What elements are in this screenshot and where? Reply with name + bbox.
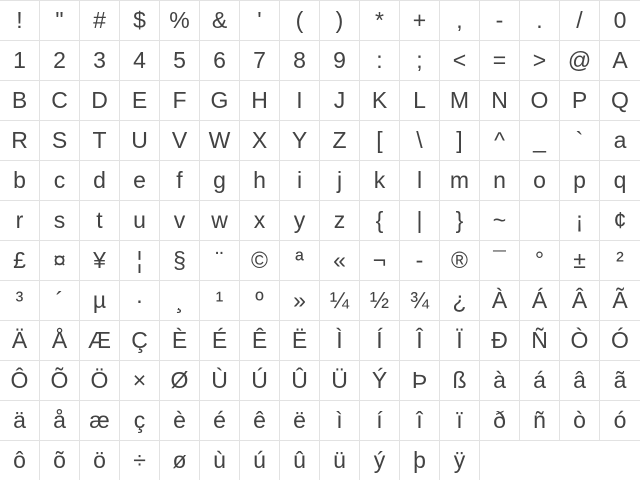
glyph-cell[interactable]: Ï [440, 321, 480, 361]
glyph-cell[interactable]: 2 [40, 41, 80, 81]
glyph-cell[interactable]: ^ [480, 121, 520, 161]
glyph-cell[interactable]: Þ [400, 361, 440, 401]
glyph-cell[interactable]: C [40, 81, 80, 121]
glyph-cell[interactable]: ¯ [480, 241, 520, 281]
glyph-cell[interactable]: ] [440, 121, 480, 161]
glyph-cell[interactable]: / [560, 1, 600, 41]
glyph-cell[interactable]: Æ [80, 321, 120, 361]
glyph-cell[interactable]: Ë [280, 321, 320, 361]
glyph-cell[interactable]: á [520, 361, 560, 401]
glyph-row [0, 361, 640, 401]
glyph-cell[interactable]: é [200, 401, 240, 441]
glyph-cell[interactable]: { [360, 201, 400, 241]
glyph-cell[interactable]: Z [320, 121, 360, 161]
glyph-cell[interactable]: ¾ [400, 281, 440, 321]
glyph-cell[interactable]: ÷ [120, 441, 160, 480]
glyph-cell[interactable]: j [320, 161, 360, 201]
glyph-cell[interactable]: â [560, 361, 600, 401]
glyph-cell[interactable]: v [160, 201, 200, 241]
glyph-cell[interactable]: · [120, 281, 160, 321]
glyph-cell[interactable]: 7 [240, 41, 280, 81]
glyph-cell[interactable]: S [40, 121, 80, 161]
glyph-cell[interactable]: T [80, 121, 120, 161]
glyph-cell[interactable]: ¦ [120, 241, 160, 281]
glyph-cell[interactable]: ø [160, 441, 200, 480]
glyph-cell[interactable]: Ê [240, 321, 280, 361]
glyph-cell[interactable]: \ [400, 121, 440, 161]
glyph-cell[interactable]: À [480, 281, 520, 321]
glyph-cell[interactable]: & [200, 1, 240, 41]
glyph-cell[interactable]: 4 [120, 41, 160, 81]
glyph-cell[interactable]: h [240, 161, 280, 201]
glyph-cell[interactable]: m [440, 161, 480, 201]
glyph-row [0, 81, 640, 121]
glyph-cell[interactable]: G [200, 81, 240, 121]
glyph-cell[interactable]: Á [520, 281, 560, 321]
glyph-cell[interactable]: ô [0, 441, 40, 480]
glyph-cell[interactable]: D [80, 81, 120, 121]
glyph-cell[interactable]: Å [40, 321, 80, 361]
glyph-cell[interactable]: Û [280, 361, 320, 401]
glyph-cell[interactable]: è [160, 401, 200, 441]
glyph-cell[interactable]: l [400, 161, 440, 201]
glyph-cell[interactable]: ® [440, 241, 480, 281]
glyph-cell[interactable]: B [0, 81, 40, 121]
glyph-cell[interactable]: Ú [240, 361, 280, 401]
glyph-cell[interactable]: ) [320, 1, 360, 41]
glyph-cell[interactable]: Â [560, 281, 600, 321]
glyph-cell[interactable]: Q [600, 81, 640, 121]
glyph-cell[interactable]: ð [480, 401, 520, 441]
glyph-cell[interactable]: ¿ [440, 281, 480, 321]
glyph-cell[interactable]: ' [240, 1, 280, 41]
glyph-cell[interactable]: ½ [360, 281, 400, 321]
glyph-row [0, 41, 640, 81]
glyph-cell[interactable]: + [400, 1, 440, 41]
glyph-cell[interactable]: µ [80, 281, 120, 321]
glyph-cell[interactable]: ê [240, 401, 280, 441]
glyph-cell[interactable]: ç [120, 401, 160, 441]
glyph-cell[interactable]: ¥ [80, 241, 120, 281]
glyph-cell[interactable]: « [320, 241, 360, 281]
glyph-cell[interactable]: É [200, 321, 240, 361]
glyph-cell[interactable]: w [200, 201, 240, 241]
glyph-row [0, 441, 640, 480]
glyph-cell[interactable]: Ç [120, 321, 160, 361]
glyph-cell[interactable]: x [240, 201, 280, 241]
glyph-cell[interactable]: £ [0, 241, 40, 281]
glyph-cell[interactable]: - [480, 1, 520, 41]
glyph-cell[interactable]: Ø [160, 361, 200, 401]
glyph-cell[interactable]: n [480, 161, 520, 201]
glyph-cell[interactable]: ¤ [40, 241, 80, 281]
glyph-cell[interactable]: ï [440, 401, 480, 441]
glyph-cell[interactable]: ò [560, 401, 600, 441]
glyph-cell[interactable]: @ [560, 41, 600, 81]
glyph-cell[interactable]: ¢ [600, 201, 640, 241]
glyph-cell[interactable]: ` [560, 121, 600, 161]
glyph-cell[interactable]: Ô [0, 361, 40, 401]
glyph-cell[interactable]: ù [200, 441, 240, 480]
glyph-cell[interactable]: k [360, 161, 400, 201]
glyph-row [0, 401, 640, 441]
glyph-cell[interactable]: e [120, 161, 160, 201]
glyph-cell[interactable]: i [280, 161, 320, 201]
glyph-cell[interactable]: Ü [320, 361, 360, 401]
glyph-cell[interactable]: ¡ [560, 201, 600, 241]
glyph-cell[interactable]: ~ [480, 201, 520, 241]
glyph-cell[interactable]: o [520, 161, 560, 201]
glyph-cell[interactable]: ( [280, 1, 320, 41]
glyph-cell[interactable]: ý [360, 441, 400, 480]
glyph-cell[interactable]: 1 [0, 41, 40, 81]
glyph-cell[interactable]: ã [600, 361, 640, 401]
glyph-cell[interactable]: © [240, 241, 280, 281]
glyph-cell[interactable]: " [40, 1, 80, 41]
glyph-cell[interactable]: t [80, 201, 120, 241]
glyph-cell[interactable]: Ð [480, 321, 520, 361]
glyph-cell[interactable]: å [40, 401, 80, 441]
glyph-cell[interactable]: í [360, 401, 400, 441]
glyph-cell[interactable]: V [160, 121, 200, 161]
glyph-cell[interactable] [520, 201, 560, 241]
glyph-cell[interactable]: Y [280, 121, 320, 161]
glyph-cell[interactable]: Î [400, 321, 440, 361]
glyph-cell[interactable]: ² [600, 241, 640, 281]
glyph-cell[interactable]: § [160, 241, 200, 281]
glyph-cell[interactable]: þ [400, 441, 440, 480]
glyph-cell[interactable]: ñ [520, 401, 560, 441]
glyph-cell[interactable]: à [480, 361, 520, 401]
glyph-cell[interactable]: J [320, 81, 360, 121]
glyph-cell[interactable]: c [40, 161, 80, 201]
glyph-cell[interactable]: ¸ [160, 281, 200, 321]
glyph-cell[interactable]: * [360, 1, 400, 41]
glyph-cell[interactable]: b [0, 161, 40, 201]
glyph-cell[interactable]: ¬ [360, 241, 400, 281]
glyph-cell[interactable]: | [400, 201, 440, 241]
glyph-cell[interactable]: ó [600, 401, 640, 441]
glyph-cell[interactable]: ß [440, 361, 480, 401]
glyph-row [0, 241, 640, 281]
glyph-cell[interactable]: : [360, 41, 400, 81]
glyph-cell[interactable]: Ä [0, 321, 40, 361]
glyph-cell[interactable]: u [120, 201, 160, 241]
glyph-cell[interactable]: < [440, 41, 480, 81]
glyph-cell[interactable]: E [120, 81, 160, 121]
glyph-cell[interactable]: Ö [80, 361, 120, 401]
glyph-cell[interactable]: ì [320, 401, 360, 441]
glyph-cell[interactable]: X [240, 121, 280, 161]
glyph-cell[interactable]: L [400, 81, 440, 121]
glyph-cell[interactable]: ! [0, 1, 40, 41]
glyph-cell[interactable]: » [280, 281, 320, 321]
glyph-cell[interactable]: > [520, 41, 560, 81]
glyph-cell[interactable]: d [80, 161, 120, 201]
glyph-cell[interactable]: Ò [560, 321, 600, 361]
glyph-cell[interactable]: º [240, 281, 280, 321]
glyph-cell[interactable]: õ [40, 441, 80, 480]
glyph-cell[interactable]: Ã [600, 281, 640, 321]
glyph-cell[interactable]: ³ [0, 281, 40, 321]
glyph-cell[interactable]: N [480, 81, 520, 121]
glyph-cell[interactable]: × [120, 361, 160, 401]
glyph-cell[interactable]: Õ [40, 361, 80, 401]
glyph-cell[interactable]: R [0, 121, 40, 161]
glyph-cell[interactable]: î [400, 401, 440, 441]
glyph-cell[interactable]: Ý [360, 361, 400, 401]
glyph-cell[interactable]: q [600, 161, 640, 201]
glyph-cell[interactable]: H [240, 81, 280, 121]
glyph-cell[interactable]: U [120, 121, 160, 161]
glyph-row [0, 121, 640, 161]
glyph-cell[interactable]: Ó [600, 321, 640, 361]
glyph-cell[interactable]: . [520, 1, 560, 41]
glyph-cell[interactable]: O [520, 81, 560, 121]
glyph-cell[interactable]: 9 [320, 41, 360, 81]
glyph-cell[interactable]: ; [400, 41, 440, 81]
glyph-cell[interactable]: M [440, 81, 480, 121]
glyph-cell[interactable]: % [160, 1, 200, 41]
glyph-cell[interactable]: ¹ [200, 281, 240, 321]
glyph-cell[interactable]: y [280, 201, 320, 241]
glyph-cell[interactable]: = [480, 41, 520, 81]
glyph-row [0, 161, 640, 201]
glyph-cell[interactable]: A [600, 41, 640, 81]
glyph-cell[interactable]: È [160, 321, 200, 361]
glyph-cell[interactable]: [ [360, 121, 400, 161]
glyph-cell[interactable]: 5 [160, 41, 200, 81]
glyph-cell[interactable]: ´ [40, 281, 80, 321]
glyph-cell[interactable]: Ì [320, 321, 360, 361]
glyph-cell[interactable]: # [80, 1, 120, 41]
glyph-cell[interactable]: æ [80, 401, 120, 441]
glyph-cell[interactable]: Í [360, 321, 400, 361]
glyph-cell[interactable]: ± [560, 241, 600, 281]
glyph-cell[interactable]: r [0, 201, 40, 241]
glyph-cell[interactable]: 6 [200, 41, 240, 81]
glyph-cell[interactable]: ü [320, 441, 360, 480]
glyph-cell[interactable]: K [360, 81, 400, 121]
glyph-cell[interactable]: ¨ [200, 241, 240, 281]
glyph-cell[interactable]: Ù [200, 361, 240, 401]
glyph-cell[interactable]: 3 [80, 41, 120, 81]
glyph-cell[interactable]: 8 [280, 41, 320, 81]
glyph-cell[interactable]: 0 [600, 1, 640, 41]
glyph-cell[interactable]: P [560, 81, 600, 121]
glyph-cell[interactable]: ä [0, 401, 40, 441]
glyph-cell[interactable]: g [200, 161, 240, 201]
glyph-cell[interactable]: } [440, 201, 480, 241]
glyph-cell[interactable]: - [400, 241, 440, 281]
glyph-row [0, 201, 640, 241]
glyph-cell[interactable]: ë [280, 401, 320, 441]
glyph-cell[interactable]: ú [240, 441, 280, 480]
glyph-row [0, 281, 640, 321]
glyph-cell[interactable]: p [560, 161, 600, 201]
glyph-cell[interactable]: ¼ [320, 281, 360, 321]
glyph-cell[interactable]: I [280, 81, 320, 121]
glyph-cell[interactable]: F [160, 81, 200, 121]
glyph-cell[interactable]: z [320, 201, 360, 241]
glyph-cell[interactable]: Ñ [520, 321, 560, 361]
glyph-cell[interactable]: f [160, 161, 200, 201]
glyph-cell[interactable]: , [440, 1, 480, 41]
glyph-cell[interactable]: s [40, 201, 80, 241]
glyph-cell[interactable]: û [280, 441, 320, 480]
glyph-cell[interactable]: a [600, 121, 640, 161]
glyph-cell[interactable]: W [200, 121, 240, 161]
glyph-cell[interactable]: ö [80, 441, 120, 480]
glyph-cell[interactable]: ÿ [440, 441, 480, 480]
glyph-cell[interactable]: ° [520, 241, 560, 281]
glyph-row [0, 321, 640, 361]
glyph-cell[interactable]: ª [280, 241, 320, 281]
glyph-cell[interactable]: _ [520, 121, 560, 161]
glyph-row [0, 1, 640, 41]
glyph-cell[interactable]: $ [120, 1, 160, 41]
